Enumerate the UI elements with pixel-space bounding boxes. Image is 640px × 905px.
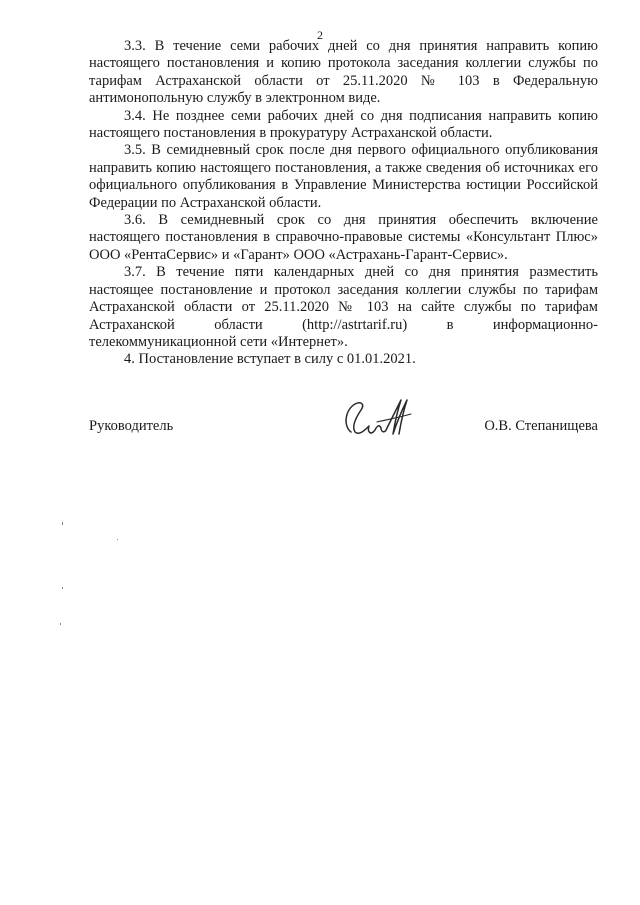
handwritten-signature (337, 392, 417, 444)
paragraph-3-6: 3.6. В семидневный срок со дня принятия обеспечить включение настоящего постановления в справочно-правовые системы «Консультант Плюс» ООО «РентаСервис» и «Гарант» ООО «Астрахань-Гарант-Сервис». (89, 212, 598, 263)
scan-speck (62, 522, 63, 525)
scan-speck (62, 587, 63, 589)
paragraph-3-4: 3.4. Не позднее семи рабочих дней со дня подписания направить копию настоящего постановления в прокуратуру Астраханской области. (89, 107, 598, 142)
document-body (89, 38, 598, 369)
signer-position: Руководитель (89, 418, 174, 434)
paragraph-4: 4. Постановление вступает в силу с 01.01.2021. (124, 351, 416, 368)
scan-speck (117, 539, 118, 540)
scan-speck (60, 623, 61, 625)
paragraph-3-7: 3.7. В течение пяти календарных дней со дня принятия разместить настоящее постановление и протокол заседания коллегии службы по тарифам Астраханской области от 25.11.2020 № 103 на сайте службы по тарифам Астраханской области (http://astrtarif.ru) в информационно-телекоммуникационной сети «Интернет». (89, 264, 598, 350)
signer-name: О.В. Степанищева (484, 418, 598, 434)
page-number: 2 (317, 28, 323, 42)
paragraph-3-5: 3.5. В семидневный срок после дня первого официального опубликования направить копию настоящего постановления, а также сведения об источниках его официального опубликования в Управление Министерства юстиции Российской Федерации по Астраханской области. (89, 142, 598, 211)
paragraph-3-3: 3.3. В течение семи рабочих дней со дня принятия направить копию настоящего постановления и копию протокола заседания коллегии службы по тарифам Астраханской области от 25.11.2020 № 103 в Федеральную антимонопольную службу в электронном виде. (89, 38, 598, 107)
signature-block (89, 392, 598, 452)
